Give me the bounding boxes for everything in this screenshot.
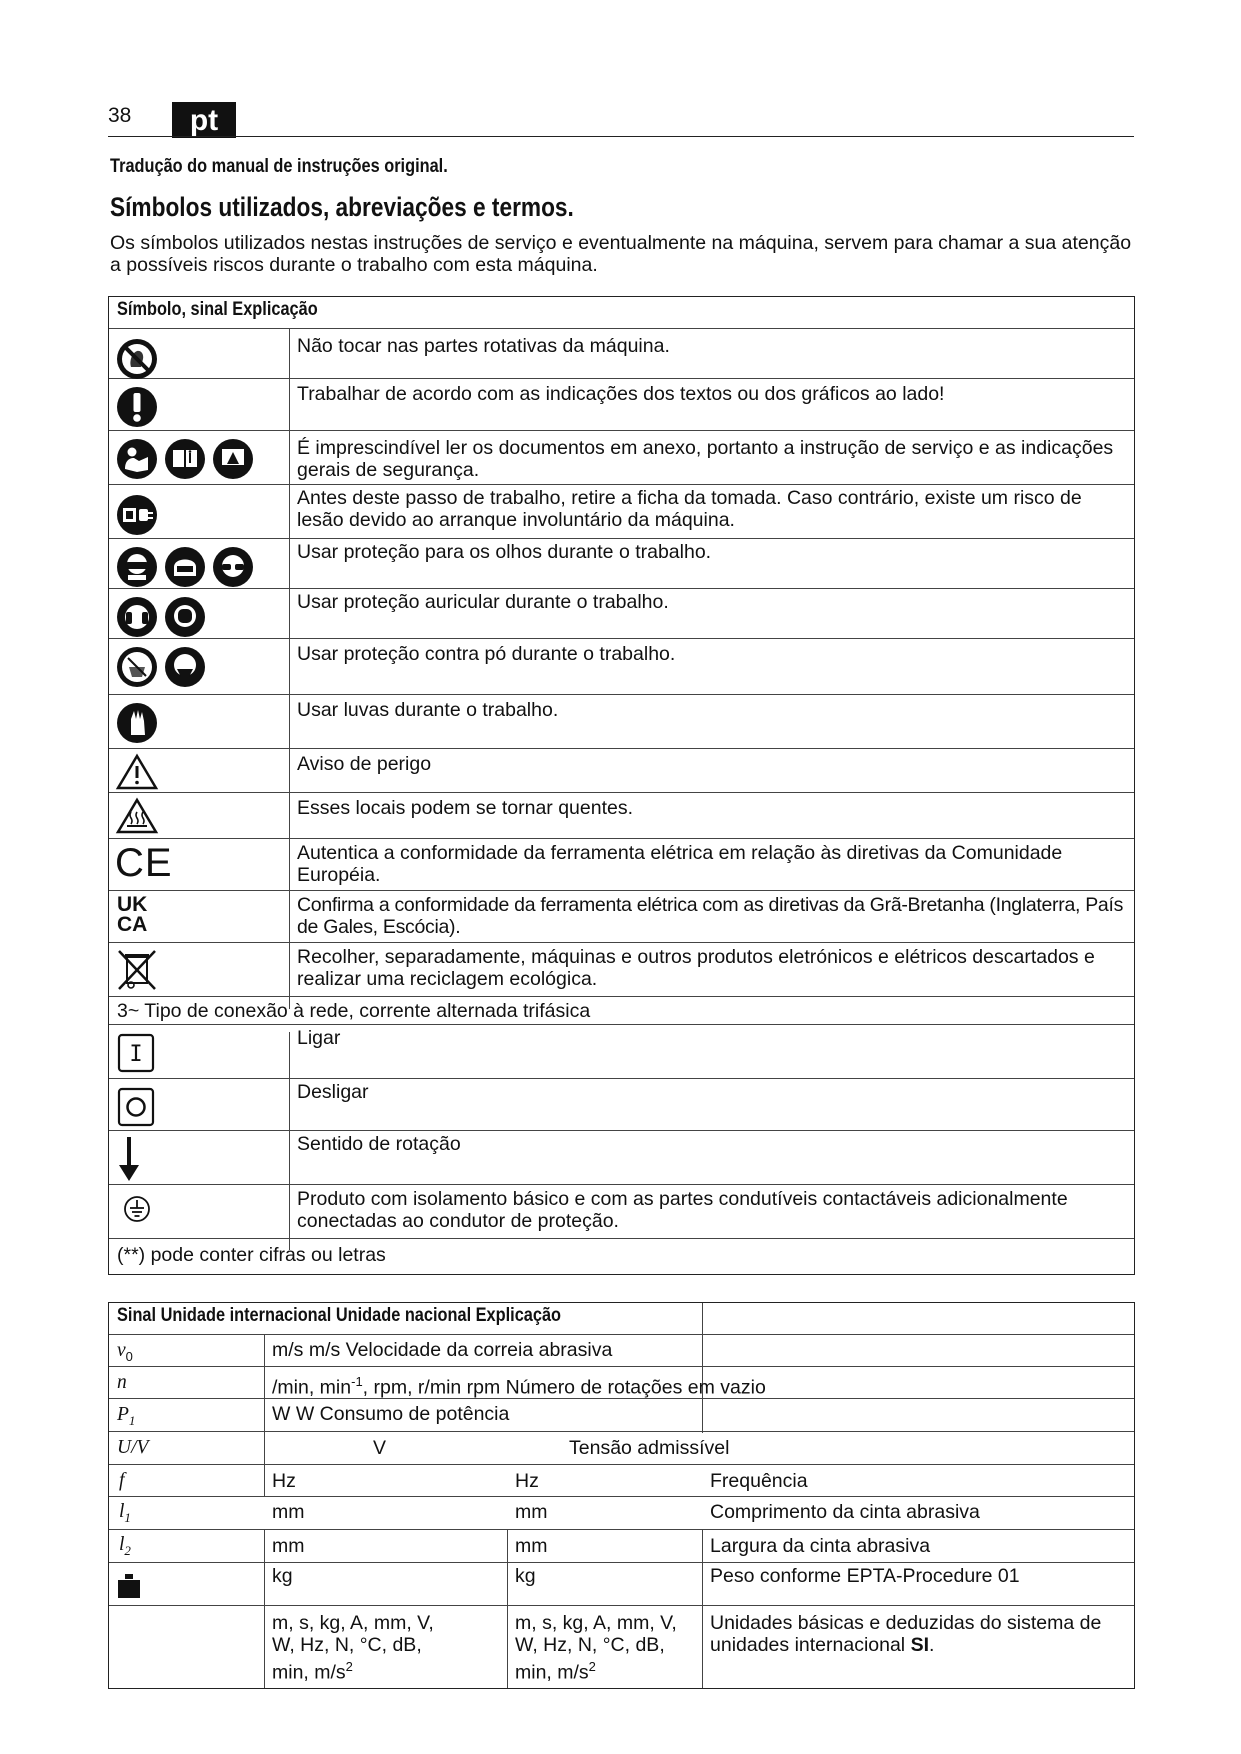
symbol-explanation: Usar luvas durante o trabalho.	[297, 699, 559, 721]
unplug-icon	[115, 493, 159, 542]
symbol-explanation: Aviso de perigo	[297, 753, 432, 775]
table-row	[109, 639, 1134, 695]
table-row	[109, 1606, 1134, 1688]
unit-sign: U/V	[117, 1437, 149, 1458]
table-row	[109, 749, 1134, 793]
unit-international: kg	[272, 1565, 293, 1587]
unit-sign: $l_2$	[119, 1534, 131, 1558]
table-row	[109, 839, 1134, 891]
unit-national	[515, 1612, 677, 1684]
read-manual-icon	[115, 437, 159, 486]
ear-muffs-icon	[115, 595, 159, 644]
safety-glasses-icon	[211, 545, 255, 594]
table-row	[109, 1432, 1134, 1465]
table-row	[109, 1530, 1134, 1563]
si-nat-line: m, s, kg, A, mm, V,	[515, 1612, 677, 1634]
symbol-explanation: Usar proteção para os olhos durante o trabalho.	[297, 541, 712, 563]
unit-international: V	[373, 1437, 387, 1459]
gloves-icon	[115, 701, 159, 750]
table-row	[109, 1497, 1134, 1530]
table-row	[109, 589, 1134, 639]
intro-paragraph: Os símbolos utilizados nestas instruções de serviço e eventualmente na máquina, servem para chamar a sua atenção a possíveis riscos durante o trabalho com esta máquina.	[110, 232, 1132, 276]
language-badge: pt	[172, 102, 236, 138]
table-row	[109, 1563, 1134, 1606]
symbol-explanation: Autentica a conformidade da ferramenta elétrica em relação às diretivas da Comunidade Européia.	[297, 842, 1063, 886]
symbol-explanation: Usar proteção auricular durante o trabalho.	[297, 591, 669, 613]
symbols-header: Símbolo, sinal Explicação	[117, 299, 318, 320]
unit-row-text: m/s m/s Velocidade da correia abrasiva	[272, 1339, 613, 1361]
table-row	[109, 1185, 1134, 1239]
table-row	[109, 793, 1134, 839]
face-shield-icon	[163, 545, 207, 594]
table-row	[109, 1335, 1134, 1367]
table-row	[109, 329, 1134, 379]
symbol-explanation: Ligar	[297, 1027, 341, 1049]
page-title: Símbolos utilizados, abreviações e termos.	[110, 192, 574, 222]
table-row	[109, 943, 1134, 997]
units-table	[108, 1302, 1135, 1689]
table-row	[109, 1025, 1134, 1079]
symbol-explanation: Desligar	[297, 1081, 369, 1103]
symbol-explanation: Antes deste passo de trabalho, retire a ficha da tomada. Caso contrário, existe um risco de lesão devido ao arranque involuntário da máquina.	[297, 487, 1082, 531]
rotation-arrow-icon	[117, 1135, 141, 1188]
unit-national: Hz	[515, 1470, 539, 1492]
unit-explanation: Tensão admissível	[569, 1437, 730, 1459]
table-row	[109, 1131, 1134, 1185]
table-row	[109, 997, 1134, 1025]
weee-bin-icon	[115, 947, 159, 998]
symbol-explanation: É imprescindível ler os documentos em anexo, portanto a instrução de serviço e as indicações gerais de segurança.	[297, 437, 1114, 481]
symbol-explanation: Esses locais podem se tornar quentes.	[297, 797, 634, 819]
unit-national: mm	[515, 1535, 548, 1557]
table-row	[109, 539, 1134, 589]
unit-sign: $v_0$	[117, 1340, 133, 1364]
unit-international: mm	[272, 1501, 305, 1523]
symbol-explanation: Usar proteção contra pó durante o trabalho.	[297, 643, 676, 665]
table-row	[109, 485, 1134, 539]
si-intl-line: min, $m/s^2$	[272, 1659, 353, 1684]
table-row	[109, 891, 1134, 943]
dust-mask-icon	[115, 645, 159, 694]
switch-off-icon	[117, 1087, 155, 1132]
table-row	[109, 1465, 1134, 1497]
safety-goggles-icon	[115, 545, 159, 594]
protective-earth-icon	[123, 1195, 151, 1228]
unit-national: kg	[515, 1565, 536, 1587]
page-number: 38	[108, 104, 132, 127]
unit-explanation: Frequência	[710, 1470, 808, 1492]
header-rule	[108, 136, 1134, 137]
unit-explanation: Largura da cinta abrasiva	[710, 1535, 931, 1557]
table-row	[109, 1239, 1134, 1274]
unit-international: Hz	[272, 1470, 296, 1492]
three-phase-explanation: 3~ Tipo de conexão à rede, corrente alternada trifásica	[117, 1000, 591, 1022]
unit-explanation	[710, 1612, 1101, 1656]
warning-triangle-icon	[115, 753, 159, 796]
ukca-line-ca: CA	[117, 913, 148, 936]
unit-row-text: W W Consumo de potência	[272, 1403, 510, 1425]
unit-row-text: /min, $\min^{-1}$, rpm, r/min rpm Número de rotações em vazio	[272, 1374, 766, 1399]
safety-instructions-icon	[211, 437, 255, 486]
switch-on-icon	[117, 1033, 155, 1078]
table-row	[109, 1079, 1134, 1131]
symbol-explanation: Recolher, separadamente, máquinas e outros produtos eletrónicos e elétricos descartados e realizar uma reciclagem ecológica.	[297, 946, 1095, 990]
si-intl-line: m, s, kg, A, mm, V,	[272, 1612, 434, 1634]
unit-sign: f	[119, 1470, 125, 1491]
unit-explanation: Peso conforme EPTA-Procedure 01	[710, 1565, 1020, 1587]
si-expl-line: unidades internacional SI.	[710, 1634, 935, 1656]
unit-sign: $l_1$	[119, 1501, 131, 1525]
symbols-header-row	[109, 297, 1134, 329]
switch-on-glyph: I	[129, 1042, 143, 1067]
units-header: Sinal Unidade internacional Unidade nacional Explicação	[117, 1305, 562, 1326]
units-header-row	[109, 1303, 1134, 1335]
ukca-line-uk: UK	[117, 893, 148, 916]
symbol-explanation: Sentido de rotação	[297, 1133, 461, 1155]
si-nat-line: min, $m/s^2$	[515, 1659, 596, 1684]
hot-surface-icon	[115, 797, 159, 840]
symbol-explanation: Trabalhar de acordo com as indicações dos textos ou dos gráficos ao lado!	[297, 383, 945, 405]
symbol-explanation: Produto com isolamento básico e com as partes condutíveis contactáveis adicionalmente conectadas ao condutor de proteção.	[297, 1188, 1068, 1232]
symbols-table	[108, 296, 1135, 1275]
unit-sign: $P_1$	[117, 1404, 136, 1428]
symbol-explanation: Confirma a conformidade da ferramenta elétrica com as diretivas da Grã-Bretanha (Inglaterra, País de Gales, Escócia).	[297, 894, 1124, 938]
manual-book-icon	[163, 437, 207, 486]
hearing-protection-icon	[163, 595, 207, 644]
weight-icon	[117, 1573, 141, 1604]
table-row	[109, 379, 1134, 431]
si-expl-line: Unidades básicas e deduzidas do sistema de	[710, 1612, 1102, 1634]
symbol-explanation: Não tocar nas partes rotativas da máquina.	[297, 335, 670, 357]
unit-international	[272, 1612, 434, 1684]
table-row	[109, 1367, 1134, 1399]
translation-note: Tradução do manual de instruções original.	[110, 156, 448, 177]
unit-national: mm	[515, 1501, 548, 1523]
exclamation-icon	[115, 385, 159, 434]
ukca-mark-icon	[117, 895, 147, 935]
ce-mark-icon: CE	[115, 841, 173, 885]
table-row	[109, 695, 1134, 749]
unit-sign: n	[117, 1372, 127, 1393]
respirator-icon	[163, 645, 207, 694]
unit-explanation: Comprimento da cinta abrasiva	[710, 1501, 980, 1523]
table-row	[109, 1399, 1134, 1432]
unit-international: mm	[272, 1535, 305, 1557]
si-nat-line: W, Hz, N, °C, dB,	[515, 1634, 665, 1656]
symbols-footnote: (**) pode conter cifras ou letras	[117, 1244, 386, 1266]
si-intl-line: W, Hz, N, °C, dB,	[272, 1634, 422, 1656]
table-row	[109, 431, 1134, 485]
